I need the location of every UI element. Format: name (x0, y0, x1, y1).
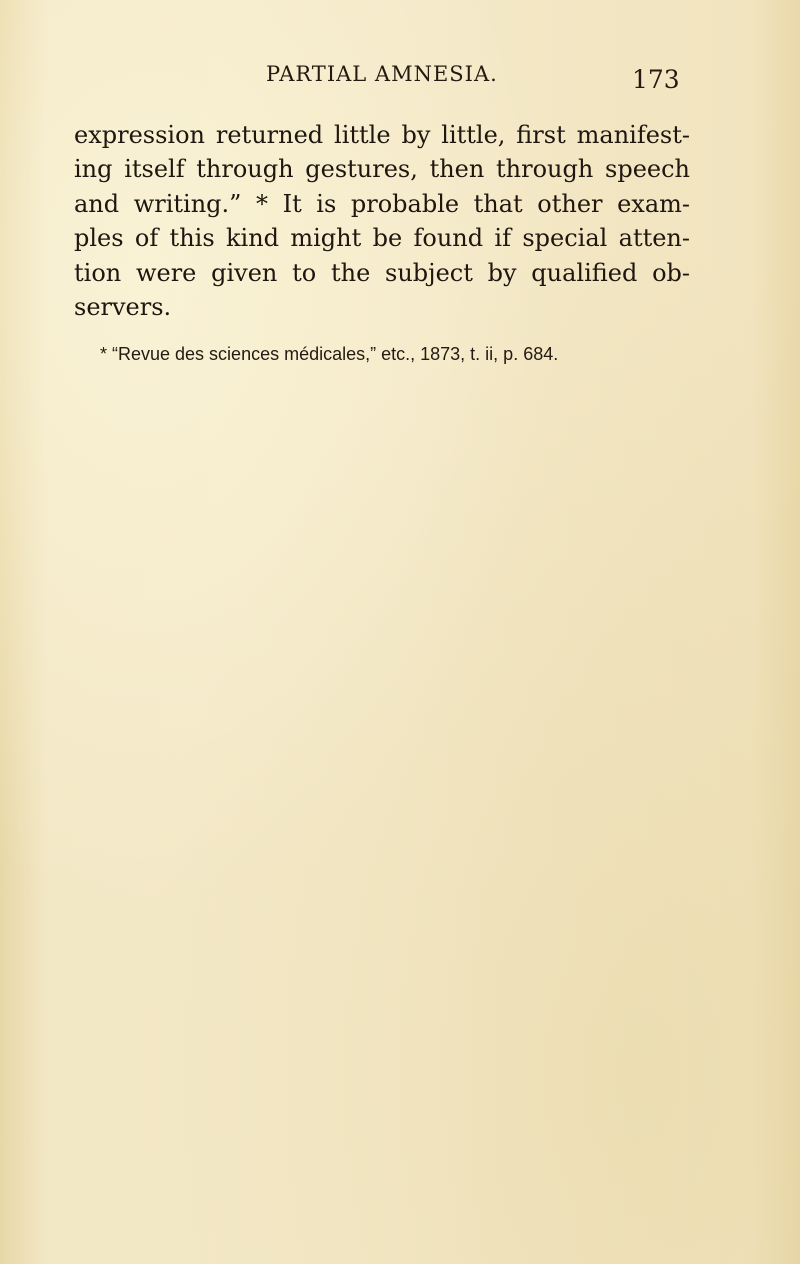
text-line: ples of this kind might be found if special atten- (74, 224, 690, 253)
body-paragraph (74, 118, 690, 324)
text-line: and writing.” * It is probable that other exam- (74, 189, 690, 218)
text-line: tion were given to the subject by qualified ob- (74, 258, 690, 287)
text-line: ing itself through gestures, then through speech (74, 155, 690, 184)
page-number: 173 (632, 65, 680, 94)
running-head (0, 62, 800, 92)
running-title: PARTIAL AMNESIA. (266, 62, 498, 86)
footnote: * “Revue des sciences médicales,” etc., 1873, t. ii, p. 684. (100, 344, 559, 364)
text-line: servers. (74, 293, 172, 322)
text-line: expression returned little by little, first manifest- (74, 121, 690, 149)
